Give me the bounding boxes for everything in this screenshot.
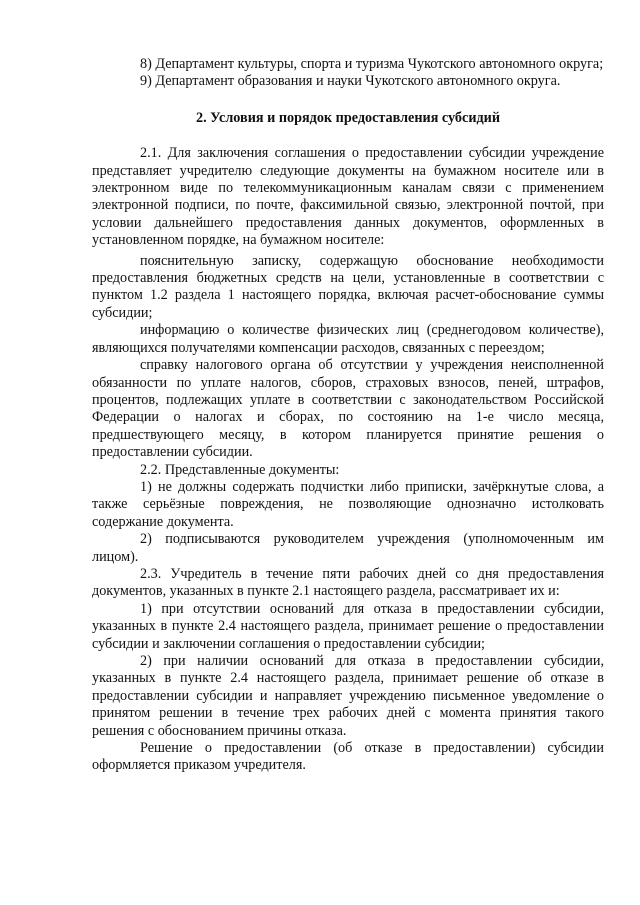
paragraph-2-2-item-2: 2) подписываются руководителем учреждения (уполномоченным им лицом). bbox=[92, 531, 604, 565]
list-item-9: 9) Департамент образования и науки Чукотского автономного округа. bbox=[140, 73, 561, 90]
paragraph-2-2-item-1: 1) не должны содержать подчистки либо приписки, зачёркнутые слова, а также серьёзные повреждения, не позволяющие однозначно истолковать содержание документа. bbox=[92, 478, 604, 530]
paragraph-2-3-item-1: 1) при отсутствии оснований для отказа в предоставлении субсидии, указанных в пункте 2.4 настоящего раздела, принимает решение о предоставлении субсидии и заключении соглашения о предоставлении субсидии; bbox=[92, 600, 604, 652]
list-item-8: 8) Департамент культуры, спорта и туризма Чукотского автономного округа; bbox=[140, 56, 604, 72]
paragraph-explanatory-note: пояснительную записку, содержащую обоснование необходимости предоставления бюджетных средств на цели, установленные в соответствии с пунктом 1.2 раздела 1 настоящего порядка, включая расчет-обоснование суммы субсидии; bbox=[92, 252, 604, 321]
paragraph-recipients-info: информацию о количестве физических лиц (среднегодовом количестве), являющихся получателями компенсации расходов, связанных с переездом; bbox=[92, 322, 604, 356]
paragraph-2-3: 2.3. Учредитель в течение пяти рабочих дней со дня предоставления документов, указанных в пункте 2.1 настоящего раздела, рассматривает их и: bbox=[92, 565, 604, 600]
section-heading: 2. Условия и порядок предоставления субсидий bbox=[195, 109, 501, 126]
paragraph-2-3-item-2: 2) при наличии оснований для отказа в предоставлении субсидии, указанных в пункте 2.4 настоящего раздела, принимает решение об отказе в предоставлении субсидии и направляет учреждению письменное уведомление о принятом решении в течение трех рабочих дней с момента принятия такого решения с обоснованием причины отказа. bbox=[92, 653, 604, 739]
paragraph-2-1: 2.1. Для заключения соглашения о предоставлении субсидии учреждение представляет учредителю следующие документы на бумажном носителе или в электронном виде по телекоммуникационным каналам связи с применением электронной подписи, по почте, факсимильной связью, электронной почтой, при условии дальнейшего предоставления данных документов, оформленных в установленном порядке, на бумажном носителе: bbox=[92, 145, 604, 249]
paragraph-decision: Решение о предоставлении (об отказе в предоставлении) субсидии оформляется приказом учредителя. bbox=[92, 740, 604, 774]
paragraph-2-2: 2.2. Представленные документы: bbox=[140, 461, 340, 478]
paragraph-tax-certificate: справку налогового органа об отсутствии у учреждения неисполненной обязанности по уплате налогов, сборов, страховых взносов, пеней, штрафов, процентов, подлежащих уплате в соответствии с законодательством Российской Федерации о налогах и сборах, по состоянию на 1-е число месяца, предшествующего месяцу, в котором планируется принятие решения о предоставлении субсидии. bbox=[92, 357, 604, 461]
